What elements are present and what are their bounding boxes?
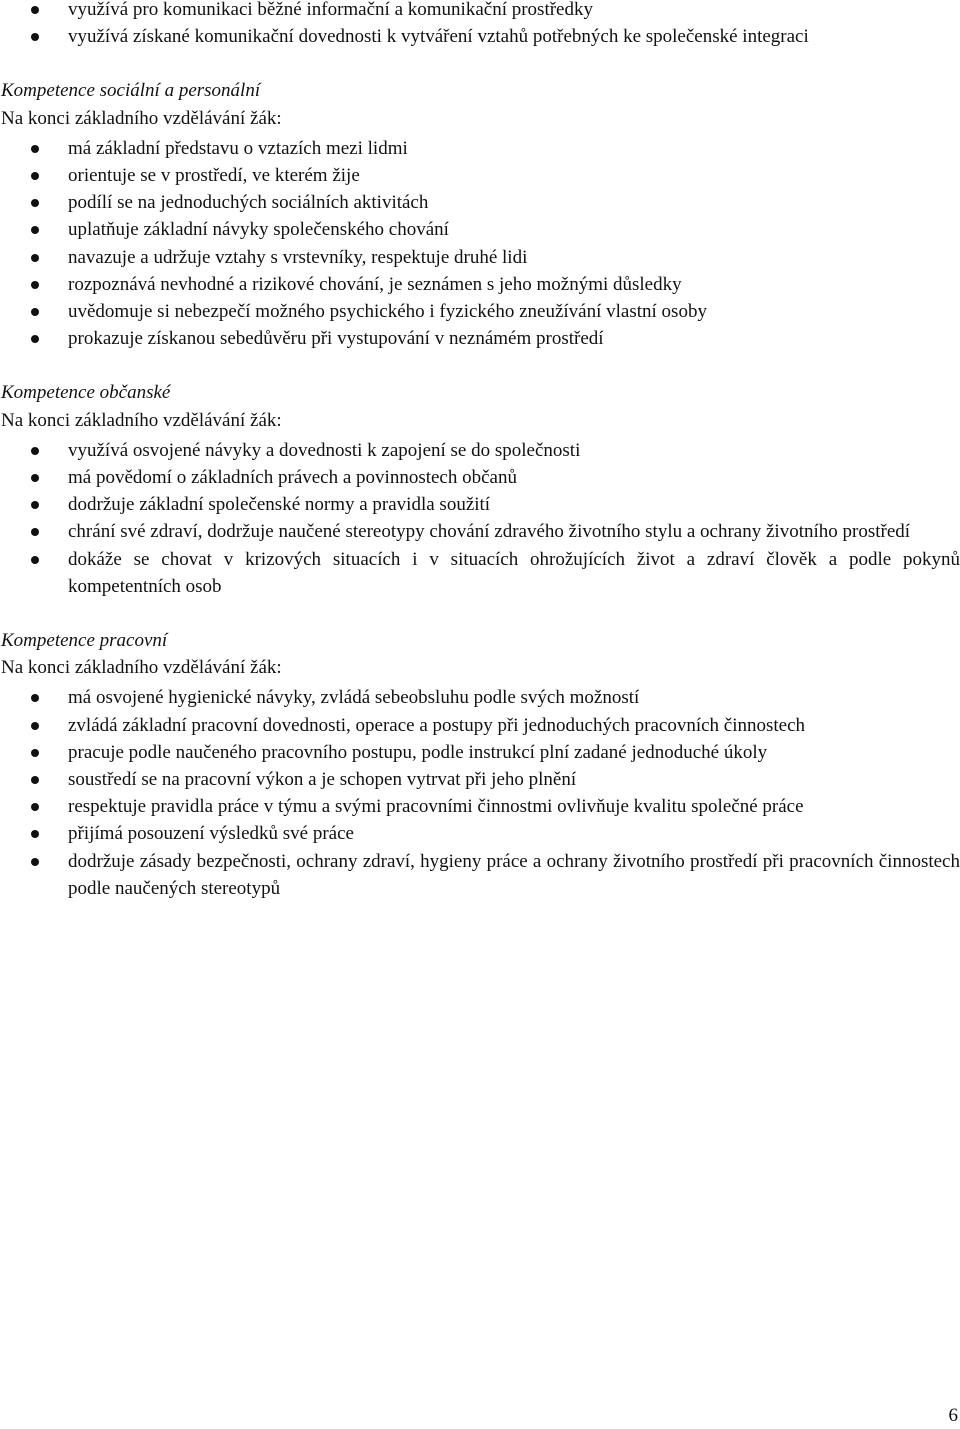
bullet-icon (31, 803, 39, 811)
section-intro: Na konci základního vzdělávání žák: (1, 107, 282, 129)
list-item (0, 518, 960, 545)
list-item-text: přijímá posouzení výsledků své práce (68, 823, 354, 845)
list-item (0, 23, 960, 50)
list-item (0, 162, 960, 189)
list-item (0, 739, 960, 766)
list-item (0, 820, 960, 847)
bullet-icon (31, 172, 39, 180)
bullet-icon (31, 6, 39, 14)
bullet-icon (31, 474, 39, 482)
list-item-text: navazuje a udržuje vztahy s vrstevníky, respektuje druhé lidi (68, 246, 528, 268)
bullet-icon (31, 694, 39, 702)
list-item-text: orientuje se v prostředí, ve kterém žije (68, 165, 360, 187)
bullet-icon (31, 281, 39, 289)
section-bullet-list (0, 135, 960, 353)
list-item (0, 216, 960, 243)
section-work (0, 627, 960, 902)
bullet-icon (31, 199, 39, 207)
list-item-text: uplatňuje základní návyky společenského chování (68, 219, 449, 241)
bullet-icon (31, 722, 39, 730)
list-item-text: dokáže se chovat v krizových situacích i v situacích ohrožujících život a zdraví člověk a podle pokynů kompetentních osob (68, 548, 960, 597)
list-item-text: využívá pro komunikaci běžné informační a komunikační prostředky (68, 0, 593, 20)
bullet-icon (31, 308, 39, 316)
list-item-text: využívá osvojené návyky a dovednosti k zapojení se do společnosti (68, 439, 581, 461)
list-item-text: uvědomuje si nebezpečí možného psychického i fyzického zneužívání vlastní osoby (68, 301, 707, 323)
list-item (0, 271, 960, 298)
list-item-text: zvládá základní pracovní dovednosti, operace a postupy při jednoduchých pracovních činnostech (68, 714, 806, 736)
intro-bullet-list (0, 0, 960, 50)
list-item-text: prokazuje získanou sebedůvěru při vystupování v neznámém prostředí (68, 328, 604, 350)
list-item (0, 325, 960, 352)
list-item-text: využívá získané komunikační dovednosti k vytváření vztahů potřebných ke společenské integraci (68, 26, 809, 48)
page-number: 6 (948, 1405, 958, 1426)
bullet-icon (31, 335, 39, 343)
section-bullet-list (0, 684, 960, 902)
bullet-icon (31, 226, 39, 234)
list-item-text: má základní představu o vztazích mezi lidmi (68, 137, 408, 159)
list-item (0, 712, 960, 739)
bullet-icon (31, 556, 39, 564)
section-intro: Na konci základního vzdělávání žák: (1, 657, 282, 679)
section-civic (0, 379, 960, 600)
section-bullet-list (0, 437, 960, 600)
list-item-text: dodržuje zásady bezpečnosti, ochrany zdraví, hygieny práce a ochrany životního prostředí při pracovních činnostech podle naučených stereotypů (68, 850, 960, 899)
section-social-personal (0, 77, 960, 352)
list-item (0, 298, 960, 325)
bullet-icon (31, 528, 39, 536)
list-item-text: má osvojené hygienické návyky, zvládá sebeobsluhu podle svých možností (68, 687, 640, 709)
list-item (0, 189, 960, 216)
bullet-icon (31, 447, 39, 455)
list-item (0, 766, 960, 793)
bullet-icon (31, 145, 39, 153)
list-item-text: respektuje pravidla práce v týmu a svými pracovními činnostmi ovlivňuje kvalitu společné práce (68, 796, 804, 818)
list-item (0, 437, 960, 464)
bullet-icon (31, 33, 39, 41)
bullet-icon (31, 776, 39, 784)
list-item (0, 464, 960, 491)
list-item (0, 0, 960, 23)
section-intro: Na konci základního vzdělávání žák: (1, 409, 282, 431)
bullet-icon (31, 858, 39, 866)
bullet-icon (31, 501, 39, 509)
section-title: Kompetence pracovní (1, 630, 168, 652)
list-item (0, 848, 960, 902)
list-item-text: má povědomí o základních právech a povinnostech občanů (68, 467, 517, 489)
list-item (0, 684, 960, 711)
list-item-text: soustředí se na pracovní výkon a je schopen vytrvat při jeho plnění (68, 769, 577, 791)
list-item-text: chrání své zdraví, dodržuje naučené stereotypy chování zdravého životního stylu a ochrany životního prostředí (68, 521, 911, 543)
list-item (0, 546, 960, 600)
list-item-text: rozpoznává nevhodné a rizikové chování, je seznámen s jeho možnými důsledky (68, 273, 682, 295)
list-item-text: dodržuje základní společenské normy a pravidla soužití (68, 494, 491, 516)
list-item (0, 793, 960, 820)
section-title: Kompetence sociální a personální (1, 80, 261, 102)
list-item (0, 244, 960, 271)
bullet-icon (31, 254, 39, 262)
list-item-text: podílí se na jednoduchých sociálních aktivitách (68, 192, 429, 214)
list-item (0, 135, 960, 162)
bullet-icon (31, 830, 39, 838)
bullet-icon (31, 749, 39, 757)
section-title: Kompetence občanské (1, 382, 171, 404)
list-item (0, 491, 960, 518)
list-item-text: pracuje podle naučeného pracovního postupu, podle instrukcí plní zadané jednoduché úkoly (68, 741, 768, 763)
